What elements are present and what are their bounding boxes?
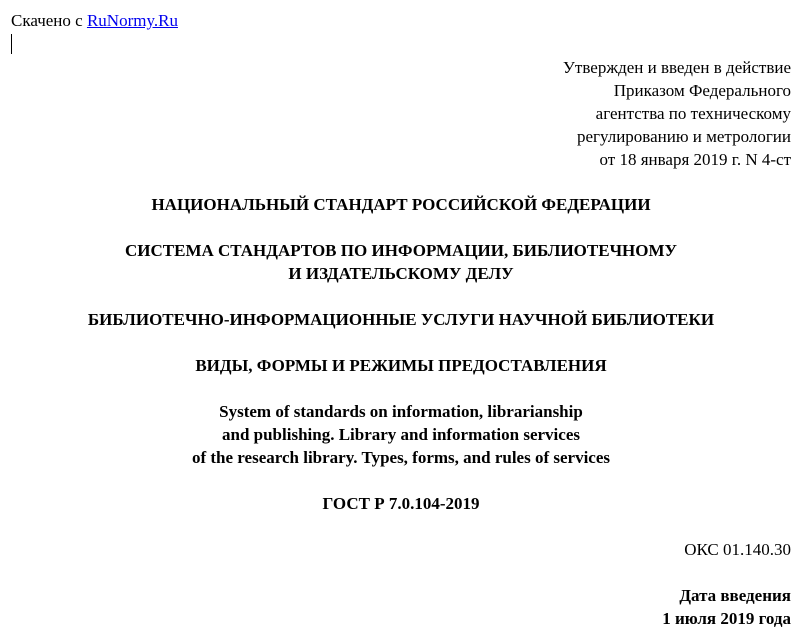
english-title [0, 400, 802, 469]
oks-code: ОКС 01.140.30 [684, 540, 791, 559]
gost-number [0, 492, 802, 515]
downloaded-from-note [11, 9, 178, 32]
types-heading [0, 354, 802, 377]
standards-system-heading [0, 239, 802, 285]
approval-line: агентства по техническому [595, 104, 791, 123]
runormy-link[interactable]: RuNormy.Ru [86, 11, 178, 30]
heading-line: ВИДЫ, ФОРМЫ И РЕЖИМЫ ПРЕДОСТАВЛЕНИЯ [195, 356, 607, 375]
english-title-line: System of standards on information, librarianship [219, 402, 583, 421]
effective-date-block [662, 584, 791, 630]
national-standard-heading [0, 193, 802, 216]
heading-line: И ИЗДАТЕЛЬСКОМУ ДЕЛУ [288, 264, 514, 283]
approval-line: от 18 января 2019 г. N 4-ст [599, 150, 791, 169]
english-title-line: and publishing. Library and information services [221, 425, 580, 444]
heading-line: БИБЛИОТЕЧНО-ИНФОРМАЦИОННЫЕ УСЛУГИ НАУЧНОЙ БИБЛИОТЕКИ [87, 310, 715, 329]
approval-line: регулированию и метрологии [576, 127, 791, 146]
services-heading [0, 308, 802, 331]
approval-block [563, 56, 791, 171]
downloaded-prefix: Скачено с [11, 11, 87, 30]
approval-line: Утвержден и введен в действие [562, 58, 791, 77]
approval-line: Приказом Федерального [613, 81, 791, 100]
effective-date-label: Дата введения [679, 586, 791, 605]
english-title-line: of the research library. Types, forms, and rules of services [191, 448, 611, 467]
effective-date-value: 1 июля 2019 года [662, 609, 791, 628]
heading-line: НАЦИОНАЛЬНЫЙ СТАНДАРТ РОССИЙСКОЙ ФЕДЕРАЦИИ [151, 195, 651, 214]
heading-line: СИСТЕМА СТАНДАРТОВ ПО ИНФОРМАЦИИ, БИБЛИОТЕЧНОМУ [124, 241, 678, 260]
gost-number-text: ГОСТ Р 7.0.104-2019 [322, 494, 480, 513]
text-cursor [11, 34, 12, 54]
